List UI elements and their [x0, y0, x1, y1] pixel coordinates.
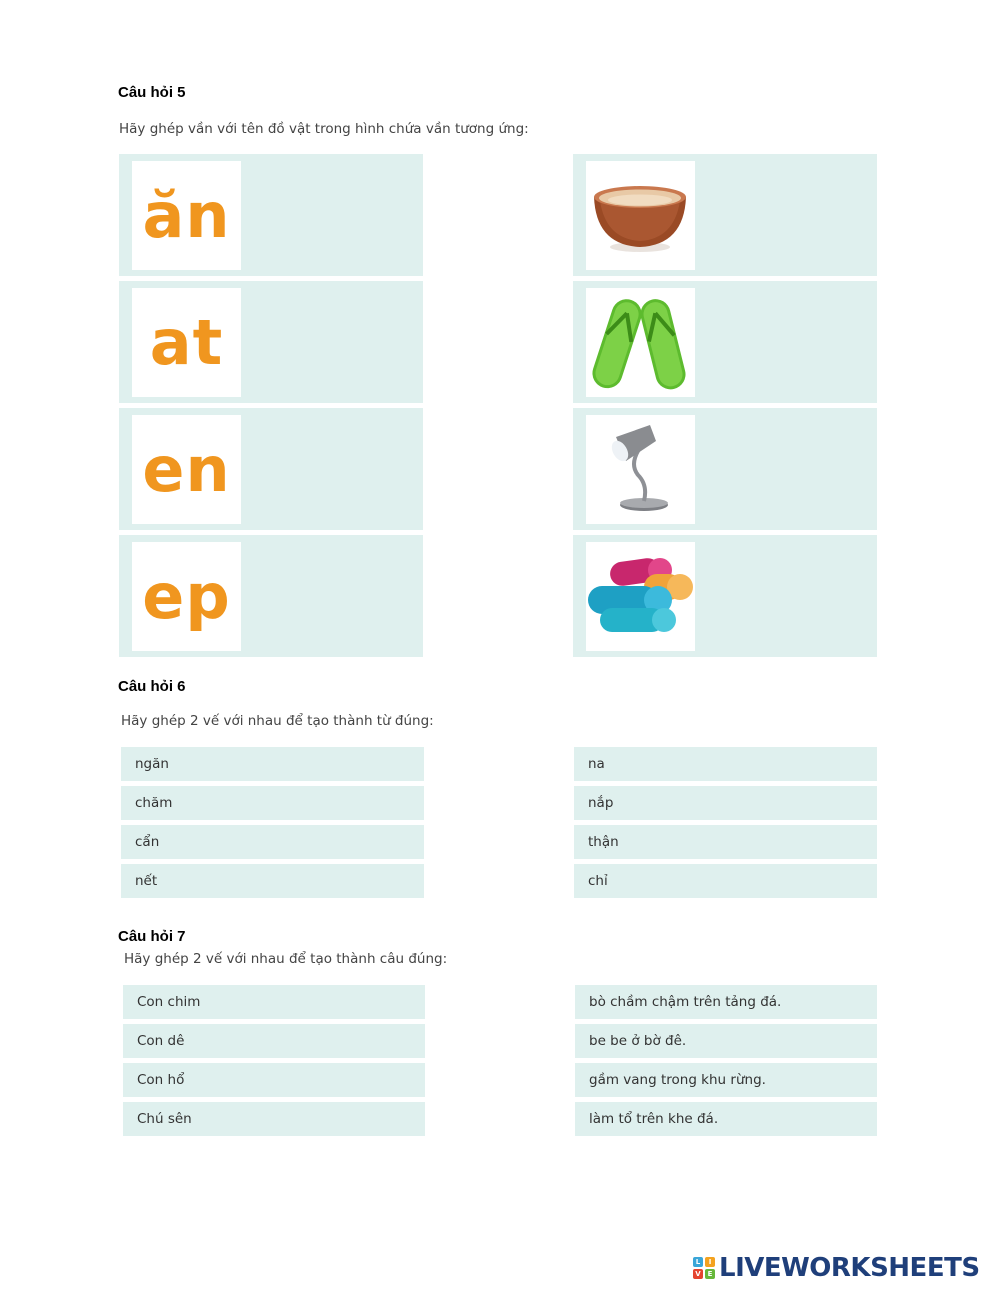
- logo-tile: I: [705, 1257, 715, 1267]
- towels-image: [586, 542, 695, 651]
- question-6-prompt: Hãy ghép 2 vế với nhau để tạo thành từ đúng:: [121, 713, 434, 729]
- rhyme-text: en: [142, 432, 231, 506]
- rhyme-text: ep: [142, 559, 231, 633]
- sentence-left-item[interactable]: Con dê: [123, 1024, 425, 1058]
- logo-text: LIVEWORKSHEETS: [719, 1253, 980, 1283]
- word-left-item[interactable]: nết: [121, 864, 424, 898]
- question-6-title: Câu hỏi 6: [118, 678, 186, 695]
- sentence-right-item[interactable]: làm tổ trên khe đá.: [575, 1102, 877, 1136]
- image-card-flip-flops[interactable]: [573, 281, 877, 403]
- rhyme-tile: [132, 542, 241, 651]
- word-left-item[interactable]: cẩn: [121, 825, 424, 859]
- sentence-left-item[interactable]: Chú sên: [123, 1102, 425, 1136]
- rhyme-card-en[interactable]: [119, 408, 423, 530]
- word-right-item[interactable]: thận: [574, 825, 877, 859]
- image-card-bowl[interactable]: [573, 154, 877, 276]
- desk-lamp-image: [586, 415, 695, 524]
- rhyme-text: at: [149, 305, 224, 379]
- bowl-image: [586, 161, 695, 270]
- logo-tile: L: [693, 1257, 703, 1267]
- question-5-title: Câu hỏi 5: [118, 84, 186, 101]
- sentence-right-item[interactable]: bò chầm chậm trên tảng đá.: [575, 985, 877, 1019]
- question-5-prompt: Hãy ghép vần với tên đồ vật trong hình chứa vần tương ứng:: [119, 121, 529, 137]
- image-card-towels[interactable]: [573, 535, 877, 657]
- word-right-item[interactable]: chỉ: [574, 864, 877, 898]
- question-7-title: Câu hỏi 7: [118, 928, 186, 945]
- rhyme-tile: [132, 415, 241, 524]
- question-7-prompt: Hãy ghép 2 vế với nhau để tạo thành câu đúng:: [124, 951, 448, 967]
- logo-mark-icon: [693, 1257, 715, 1279]
- rhyme-text: ăn: [142, 178, 231, 252]
- sentence-left-item[interactable]: Con hổ: [123, 1063, 425, 1097]
- word-right-item[interactable]: na: [574, 747, 877, 781]
- sentence-right-item[interactable]: be be ở bờ đê.: [575, 1024, 877, 1058]
- sentence-right-item[interactable]: gầm vang trong khu rừng.: [575, 1063, 877, 1097]
- image-card-desk-lamp[interactable]: [573, 408, 877, 530]
- logo-tile: V: [693, 1269, 703, 1279]
- rhyme-card-an[interactable]: [119, 154, 423, 276]
- sentence-left-item[interactable]: Con chim: [123, 985, 425, 1019]
- rhyme-tile: [132, 288, 241, 397]
- word-left-item[interactable]: ngăn: [121, 747, 424, 781]
- word-right-item[interactable]: nắp: [574, 786, 877, 820]
- rhyme-card-at[interactable]: [119, 281, 423, 403]
- logo-tile: E: [705, 1269, 715, 1279]
- rhyme-card-ep[interactable]: [119, 535, 423, 657]
- word-left-item[interactable]: chăm: [121, 786, 424, 820]
- rhyme-tile: [132, 161, 241, 270]
- liveworksheets-logo: [693, 1253, 980, 1283]
- flip-flops-image: [586, 288, 695, 397]
